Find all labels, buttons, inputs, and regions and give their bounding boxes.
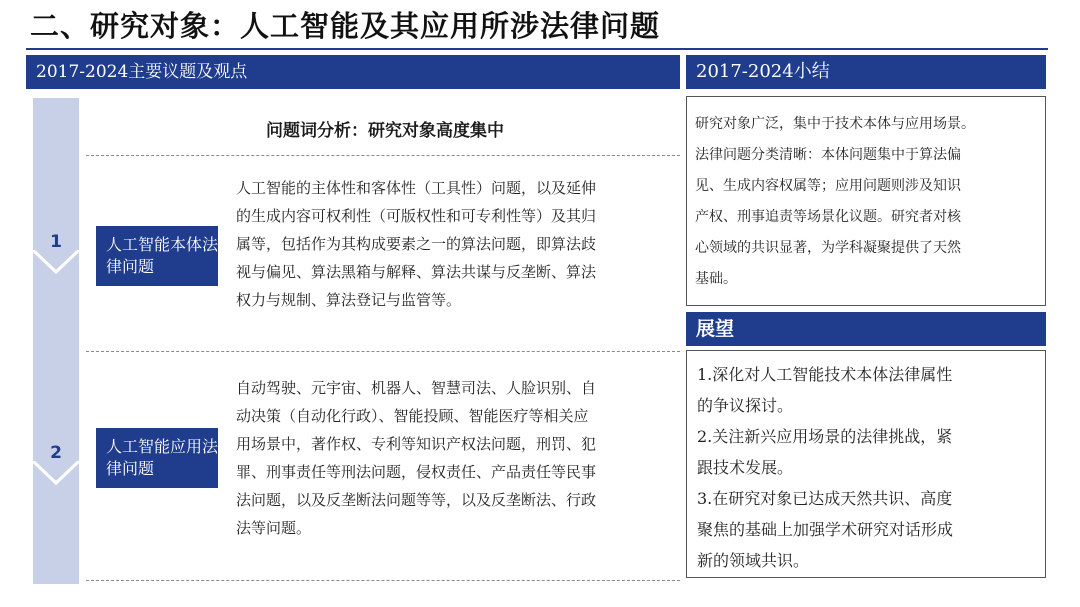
summary-line: 心领域的共识显著，为学科凝聚提供了天然 <box>695 240 961 256</box>
outlook-line: 1.深化对人工智能技术本体法律属性 <box>697 365 953 384</box>
dashed-divider <box>86 351 680 352</box>
summary-box <box>686 96 1046 306</box>
dashed-divider <box>86 580 680 581</box>
outlook-box <box>686 350 1046 578</box>
text-line: 法问题，以及反垄断法问题等等，以及反垄断法、行政 <box>236 491 597 509</box>
outlook-header: 展望 <box>686 312 1046 346</box>
page-title: 二、研究对象：人工智能及其应用所涉法律问题 <box>30 9 661 43</box>
section-1-text <box>236 174 676 314</box>
outlook-line: 的争议探讨。 <box>697 396 794 415</box>
outlook-line: 新的领域共识。 <box>697 551 810 570</box>
step-number-2: 2 <box>50 443 62 463</box>
step-strip <box>33 98 79 584</box>
chevron-down-icon <box>33 250 79 280</box>
dashed-divider <box>86 155 680 156</box>
outlook-line: 聚焦的基础上加强学术研究对话形成 <box>697 520 954 539</box>
text-line: 的生成内容可权利性（可版权性和可专利性等）及其归 <box>236 207 597 225</box>
text-line: 罪、刑事责任等刑法问题，侵权责任、产品责任等民事 <box>236 463 597 481</box>
summary-line: 产权、刑事追责等场景化议题。研究者对核 <box>695 209 961 225</box>
step-number-1: 1 <box>50 232 62 252</box>
summary-line: 见、生成内容权属等；应用问题则涉及知识 <box>695 178 961 194</box>
text-line: 自动驾驶、元宇宙、机器人、智慧司法、人脸识别、自 <box>236 379 597 397</box>
text-line: 动决策（自动化行政）、智能投顾、智能医疗等相关应 <box>236 407 589 425</box>
chevron-down-icon <box>33 461 79 491</box>
analysis-heading: 问题词分析：研究对象高度集中 <box>266 121 504 141</box>
summary-line: 法律问题分类清晰：本体问题集中于算法偏 <box>695 147 961 163</box>
text-line: 视与偏见、算法黑箱与解释、算法共谋与反垄断、算法 <box>236 263 597 281</box>
title-divider <box>26 48 1048 50</box>
outlook-line: 3.在研究对象已达成天然共识、高度 <box>697 489 953 508</box>
outlook-line: 2.关注新兴应用场景的法律挑战，紧 <box>697 427 953 446</box>
summary-line: 研究对象广泛，集中于技术本体与应用场景。 <box>695 116 975 132</box>
text-line: 权力与规制、算法登记与监管等。 <box>236 291 462 309</box>
section-2-text <box>236 374 676 542</box>
summary-header: 2017-2024小结 <box>686 55 1046 89</box>
text-line: 法等问题。 <box>236 519 312 537</box>
text-line: 人工智能的主体性和客体性（工具性）问题，以及延伸 <box>236 179 597 197</box>
category-application: 人工智能应用法律问题 <box>96 428 218 488</box>
topics-header: 2017-2024主要议题及观点 <box>26 55 680 89</box>
category-ontology: 人工智能本体法律问题 <box>96 226 218 286</box>
outlook-line: 跟技术发展。 <box>697 458 794 477</box>
text-line: 用场景中，著作权、专利等知识产权法问题，刑罚、犯 <box>236 435 597 453</box>
text-line: 属等，包括作为其构成要素之一的算法问题，即算法歧 <box>236 235 597 253</box>
summary-line: 基础。 <box>695 271 737 287</box>
